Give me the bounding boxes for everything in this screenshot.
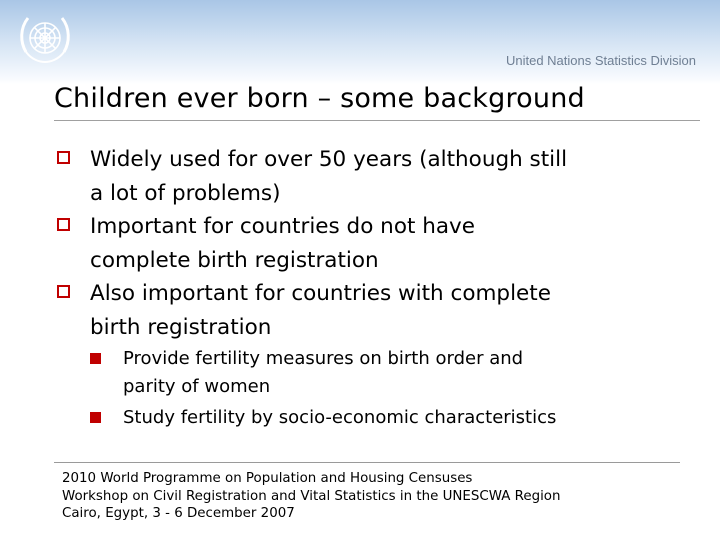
- title-divider: [54, 120, 700, 121]
- bullet-line: Also important for countries with complete: [90, 281, 551, 306]
- un-emblem-icon: [14, 8, 76, 70]
- sub-bullet-line: Provide fertility measures on birth order and: [123, 348, 524, 369]
- footer-divider: [54, 462, 680, 463]
- hollow-square-bullet-icon: [57, 151, 70, 164]
- hollow-square-bullet-icon: [57, 218, 70, 231]
- bullet-item: [54, 277, 694, 344]
- footer-line: Workshop on Civil Registration and Vital Statistics in the UNESCWA Region: [62, 488, 561, 504]
- hollow-square-bullet-icon: [57, 285, 70, 298]
- footer: [62, 470, 560, 523]
- bullet-line: birth registration: [90, 314, 272, 340]
- bullet-line: Important for countries do not have: [90, 214, 475, 239]
- sub-bullet-list: [88, 345, 688, 435]
- solid-square-bullet-icon: [90, 353, 101, 364]
- slide-title: Children ever born – some background: [54, 83, 585, 114]
- sub-bullet-line: Study fertility by socio-economic characteristics: [123, 407, 557, 428]
- sub-bullet-item: [88, 404, 688, 432]
- sub-bullet-item: [88, 345, 688, 401]
- bullet-line: a lot of problems): [90, 180, 281, 206]
- solid-square-bullet-icon: [90, 412, 101, 423]
- footer-line: 2010 World Programme on Population and Housing Censuses: [62, 471, 473, 486]
- bullet-line: complete birth registration: [90, 247, 379, 273]
- bullet-item: [54, 143, 694, 210]
- bullet-item: [54, 210, 694, 277]
- bullet-list: [54, 143, 694, 344]
- bullet-line: Widely used for over 50 years (although still: [90, 147, 568, 172]
- footer-line: Cairo, Egypt, 3 - 6 December 2007: [62, 506, 295, 521]
- division-name: United Nations Statistics Division: [505, 53, 696, 68]
- sub-bullet-line: parity of women: [123, 376, 271, 397]
